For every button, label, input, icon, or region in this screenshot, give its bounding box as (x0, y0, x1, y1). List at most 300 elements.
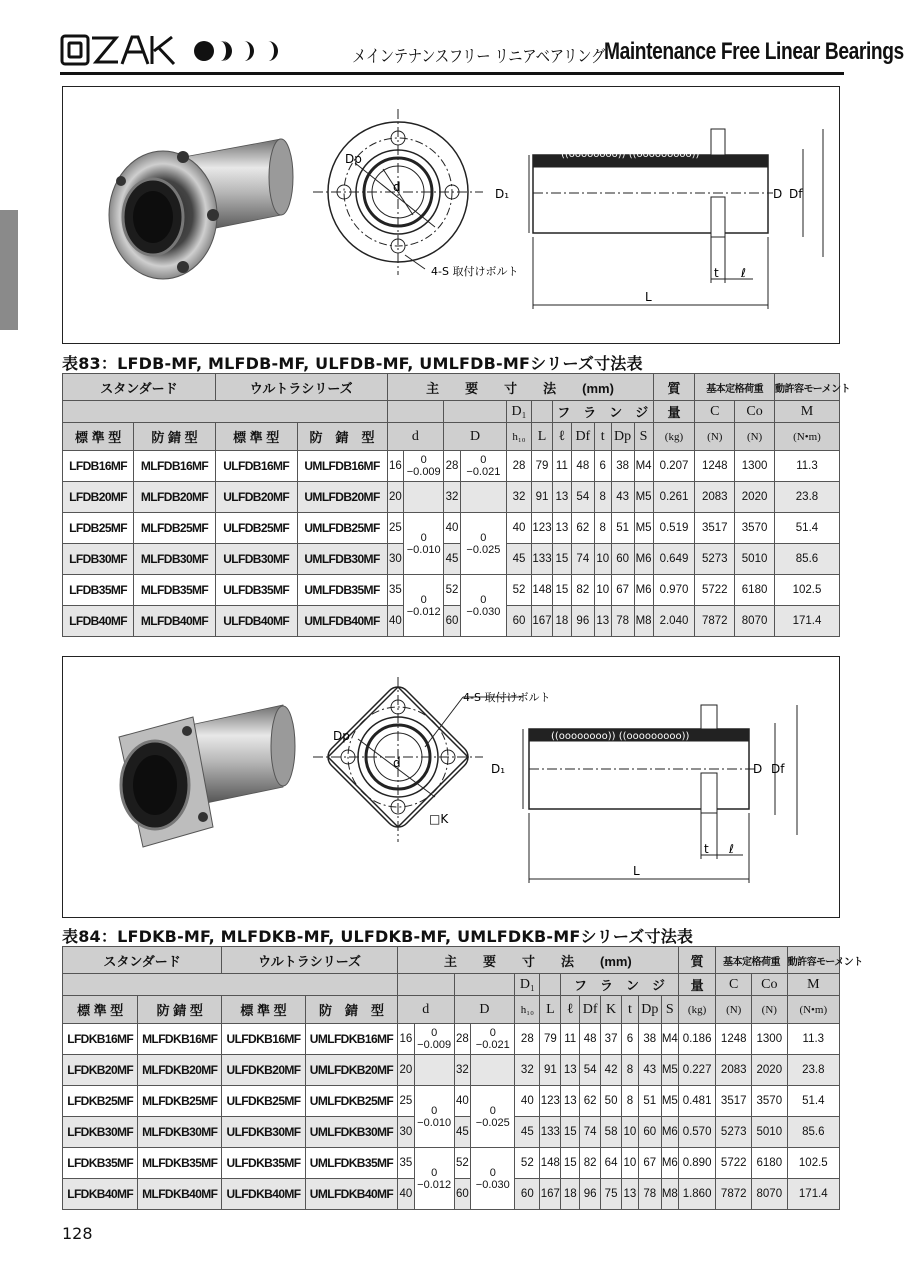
value-D: 28 (444, 451, 461, 482)
tol-D-part: 0 (480, 454, 487, 466)
d1-label-2: D₁ (491, 762, 506, 776)
std-type-header-2: 標 準 型 (215, 423, 297, 451)
value-M: 102.5 (774, 575, 839, 606)
model-rust: MLFDKB25MF (138, 1086, 222, 1117)
value-Co: 6180 (752, 1148, 788, 1179)
value-C: 3517 (695, 513, 735, 544)
model-std: LFDB20MF (63, 482, 134, 513)
value-l: 15 (552, 544, 571, 575)
table83-body (63, 451, 840, 637)
model-ultra-std: ULFDB16MF (215, 451, 297, 482)
tol-d-part: 0 (431, 1166, 438, 1179)
ball-rows: ((oooooooo)) ((ooooooooo)) (561, 149, 700, 160)
value-K: 50 (601, 1086, 622, 1117)
mass2-header-2: 量 (678, 974, 716, 996)
value-C: 7872 (716, 1179, 752, 1210)
value-C: 3517 (716, 1086, 752, 1117)
rust-type-header-b: 防 錆 型 (138, 996, 222, 1024)
value-Co: 3570 (752, 1086, 788, 1117)
tol-d-part: 0 (420, 454, 427, 466)
value-C: 1248 (716, 1024, 752, 1055)
bearing-photo-square (119, 705, 295, 847)
value-d: 16 (387, 451, 404, 482)
d-outer-label: D (773, 187, 783, 201)
value-Dp: 67 (611, 575, 634, 606)
value-Df: 96 (580, 1179, 601, 1210)
col-h10-2: h₁₀ (515, 996, 540, 1024)
tol-D-part: 0 (489, 1166, 496, 1179)
bolt-label-2: 4-S 取付けボルト (463, 691, 551, 704)
model-ultra-std: ULFDKB25MF (222, 1086, 306, 1117)
value-S: M5 (634, 513, 653, 544)
rated-load-header: 基本定格荷重 (695, 374, 775, 401)
col-D-2: D (454, 996, 515, 1024)
length-label: L (645, 290, 652, 304)
value-M: 51.4 (787, 1086, 839, 1117)
col-Nm: (N•m) (774, 423, 839, 451)
tol-D-part: 0 (480, 531, 487, 544)
col-Dp: Dp (611, 423, 634, 451)
col-L: L (532, 423, 553, 451)
model-ultra-std: ULFDKB16MF (222, 1024, 306, 1055)
t-label: t (714, 266, 719, 280)
col-N: (N) (695, 423, 735, 451)
tol-D (471, 1148, 515, 1210)
value-Df: 74 (580, 1117, 601, 1148)
model-rust: MLFDKB20MF (138, 1055, 222, 1086)
value-S: M5 (661, 1055, 678, 1086)
table84-head (63, 947, 863, 1024)
value-Co: 5010 (735, 544, 775, 575)
l-small-label: ℓ (741, 266, 746, 280)
table83-head (63, 374, 851, 451)
value-C: 2083 (695, 482, 735, 513)
value-D: 60 (454, 1179, 471, 1210)
model-ultra-rust: UMLFDB30MF (297, 544, 387, 575)
length-label-2: L (633, 864, 640, 878)
header-title-en: Maintenance Free Linear Bearings (604, 38, 904, 65)
value-mass: 0.227 (678, 1055, 716, 1086)
value-d: 35 (398, 1148, 415, 1179)
flange-header-2: フ ラ ン ジ (561, 974, 678, 996)
value-K: 58 (601, 1117, 622, 1148)
tol-D-part: 0 (480, 593, 487, 606)
value-L: 133 (540, 1117, 561, 1148)
value-L: 148 (532, 575, 553, 606)
model-ultra-rust: UMLFDB20MF (297, 482, 387, 513)
rated-load-header-2: 基本定格荷重 (716, 947, 787, 974)
tol-d-part: −0.009 (417, 1039, 452, 1051)
flange-header: フ ラ ン ジ (552, 401, 653, 423)
value-mass: 0.261 (653, 482, 695, 513)
col-d-2: d (398, 996, 455, 1024)
tol-d-part: −0.012 (406, 605, 441, 618)
col-K-2: K (601, 996, 622, 1024)
value-t: 8 (594, 482, 611, 513)
rust-type-header: 防 錆 型 (134, 423, 216, 451)
value-L: 79 (532, 451, 553, 482)
col-N2: (N) (735, 423, 775, 451)
value-l: 15 (561, 1148, 580, 1179)
value-Df: 48 (571, 451, 594, 482)
value-l: 13 (552, 482, 571, 513)
model-ultra-rust: UMLFDB25MF (297, 513, 387, 544)
value-Dp: 51 (638, 1086, 661, 1117)
value-t: 8 (622, 1055, 639, 1086)
d-label: d (393, 180, 401, 194)
value-l: 11 (552, 451, 571, 482)
value-Dp: 78 (638, 1179, 661, 1210)
model-std: LFDB30MF (63, 544, 134, 575)
value-D: 52 (454, 1148, 471, 1179)
side-index-tab (0, 210, 18, 330)
tol-d-part: −0.012 (417, 1178, 452, 1191)
col-L-2: L (540, 996, 561, 1024)
value-M: 171.4 (774, 606, 839, 637)
tol-d (414, 1086, 454, 1148)
value-M: 23.8 (787, 1055, 839, 1086)
value-mass: 1.860 (678, 1179, 716, 1210)
model-std: LFDB16MF (63, 451, 134, 482)
value-mass: 0.970 (653, 575, 695, 606)
col-S: S (634, 423, 653, 451)
value-l: 15 (561, 1117, 580, 1148)
square-flange-drawing (63, 657, 839, 917)
model-ultra-rust: UMLFDKB35MF (305, 1148, 397, 1179)
table-row (63, 451, 840, 482)
value-L: 148 (540, 1148, 561, 1179)
value-Dp: 60 (638, 1117, 661, 1148)
value-Dp: 51 (611, 513, 634, 544)
value-Dp: 60 (611, 544, 634, 575)
value-l: 13 (552, 513, 571, 544)
value-D: 45 (454, 1117, 471, 1148)
model-ultra-std: ULFDKB35MF (222, 1148, 306, 1179)
value-d: 35 (387, 575, 404, 606)
model-rust: MLFDKB40MF (138, 1179, 222, 1210)
k-label: □K (429, 812, 449, 826)
value-Df: 74 (571, 544, 594, 575)
value-D1: 32 (515, 1055, 540, 1086)
table-row (63, 575, 840, 606)
std-type-header: 標 準 型 (63, 423, 134, 451)
value-mass: 0.481 (678, 1086, 716, 1117)
tol-d (404, 513, 444, 575)
c-header: C (695, 401, 735, 423)
model-std: LFDB40MF (63, 606, 134, 637)
value-C: 5722 (716, 1148, 752, 1179)
value-S: M4 (661, 1024, 678, 1055)
tol-D-part: −0.030 (466, 605, 501, 618)
value-L: 123 (540, 1086, 561, 1117)
page-number: 128 (62, 1224, 93, 1243)
l-small-label-2: ℓ (729, 842, 734, 856)
model-ultra-std: ULFDB35MF (215, 575, 297, 606)
tol-D (471, 1086, 515, 1148)
value-L: 91 (532, 482, 553, 513)
ozak-logo (60, 34, 184, 66)
model-ultra-rust: UMLFDB16MF (297, 451, 387, 482)
model-ultra-std: ULFDB40MF (215, 606, 297, 637)
value-t: 8 (622, 1086, 639, 1117)
value-t: 6 (594, 451, 611, 482)
df-label-2: Df (771, 762, 785, 776)
bearing-photo (109, 139, 293, 279)
value-M: 11.3 (787, 1024, 839, 1055)
value-L: 167 (540, 1179, 561, 1210)
col-N2-2: (N) (752, 996, 788, 1024)
value-L: 79 (540, 1024, 561, 1055)
tol-D-empty (460, 482, 506, 513)
value-Df: 54 (571, 482, 594, 513)
model-std: LFDKB40MF (63, 1179, 138, 1210)
value-d: 25 (398, 1086, 415, 1117)
model-rust: MLFDKB16MF (138, 1024, 222, 1055)
value-M: 85.6 (787, 1117, 839, 1148)
tol-d-part: −0.009 (406, 466, 441, 478)
value-D: 40 (444, 513, 461, 544)
table-row (63, 1148, 840, 1179)
value-D1: 40 (515, 1086, 540, 1117)
value-L: 167 (532, 606, 553, 637)
std-type-header-b2: 標 準 型 (222, 996, 306, 1024)
c-header-2: C (716, 974, 752, 996)
table-row (63, 606, 840, 637)
std-type-header-b: 標 準 型 (63, 996, 138, 1024)
value-D1: 32 (506, 482, 531, 513)
model-std: LFDB35MF (63, 575, 134, 606)
value-l: 13 (561, 1055, 580, 1086)
value-M: 11.3 (774, 451, 839, 482)
value-S: M6 (661, 1148, 678, 1179)
value-D1: 60 (515, 1179, 540, 1210)
value-d: 30 (398, 1117, 415, 1148)
value-M: 85.6 (774, 544, 839, 575)
model-ultra-rust: UMLFDKB30MF (305, 1117, 397, 1148)
model-rust: MLFDB20MF (134, 482, 216, 513)
value-d: 16 (398, 1024, 415, 1055)
model-rust: MLFDB40MF (134, 606, 216, 637)
main-dims-header: 主 要 寸 法 (mm) (387, 374, 653, 401)
value-Dp: 78 (611, 606, 634, 637)
value-Co: 1300 (752, 1024, 788, 1055)
value-l: 15 (552, 575, 571, 606)
tol-d-part: −0.010 (417, 1116, 452, 1129)
m-header-2: M (787, 974, 839, 996)
standard-header: スタンダード (63, 374, 216, 401)
tol-D-empty (471, 1055, 515, 1086)
value-Df: 82 (571, 575, 594, 606)
model-ultra-rust: UMLFDKB25MF (305, 1086, 397, 1117)
col-D: D (444, 423, 507, 451)
d-outer-label-2: D (753, 762, 763, 776)
table-row (63, 513, 840, 544)
value-L: 91 (540, 1055, 561, 1086)
value-l: 13 (561, 1086, 580, 1117)
value-Df: 48 (580, 1024, 601, 1055)
tol-D (460, 575, 506, 637)
figure-round-flange (62, 86, 840, 344)
col-Nm-2: (N•m) (787, 996, 839, 1024)
value-D: 32 (454, 1055, 471, 1086)
value-Co: 2020 (735, 482, 775, 513)
value-mass: 2.040 (653, 606, 695, 637)
model-rust: MLFDKB30MF (138, 1117, 222, 1148)
d1-header: D₁ (506, 401, 531, 423)
value-Df: 62 (580, 1086, 601, 1117)
col-kg-2: (kg) (678, 996, 716, 1024)
value-S: M8 (661, 1179, 678, 1210)
moment-header: 動許容モーメント (774, 374, 839, 401)
value-D1: 45 (506, 544, 531, 575)
value-t: 6 (622, 1024, 639, 1055)
value-D1: 40 (506, 513, 531, 544)
value-d: 40 (387, 606, 404, 637)
value-C: 5722 (695, 575, 735, 606)
model-ultra-rust: UMLFDB40MF (297, 606, 387, 637)
dp-label-2: Dp (333, 729, 350, 743)
col-Df: Df (571, 423, 594, 451)
value-M: 51.4 (774, 513, 839, 544)
value-Co: 5010 (752, 1117, 788, 1148)
col-Df-2: Df (580, 996, 601, 1024)
d-label-2: d (393, 756, 401, 770)
tol-d (414, 1024, 454, 1055)
table-row (63, 482, 840, 513)
tol-D (471, 1024, 515, 1055)
tol-d-part: 0 (431, 1104, 438, 1117)
value-d: 40 (398, 1179, 415, 1210)
value-Co: 2020 (752, 1055, 788, 1086)
value-D1: 28 (515, 1024, 540, 1055)
value-mass: 0.186 (678, 1024, 716, 1055)
value-D1: 52 (506, 575, 531, 606)
model-std: LFDKB20MF (63, 1055, 138, 1086)
value-Df: 62 (571, 513, 594, 544)
ball-rows-2: ((oooooooo)) ((ooooooooo)) (551, 731, 690, 742)
tol-d-part: 0 (420, 531, 427, 544)
dp-label: Dp (345, 152, 362, 166)
value-D: 45 (444, 544, 461, 575)
t-label-2: t (704, 842, 709, 856)
value-d: 20 (387, 482, 404, 513)
model-std: LFDKB30MF (63, 1117, 138, 1148)
main-dims-header-2: 主 要 寸 法 (mm) (398, 947, 679, 974)
value-K: 75 (601, 1179, 622, 1210)
col-l: ℓ (552, 423, 571, 451)
value-Df: 54 (580, 1055, 601, 1086)
model-ultra-std: ULFDKB20MF (222, 1055, 306, 1086)
value-t: 13 (594, 606, 611, 637)
tol-d-part: 0 (431, 1027, 438, 1039)
ultra-header-2: ウルトラシリーズ (222, 947, 398, 974)
table83-caption: 表83：LFDB-MF, MLFDB-MF, ULFDB-MF, UMLFDB-MFシリーズ寸法表 (62, 354, 643, 373)
value-D: 40 (454, 1086, 471, 1117)
mass2-header: 量 (653, 401, 695, 423)
model-ultra-std: ULFDKB30MF (222, 1117, 306, 1148)
value-D1: 52 (515, 1148, 540, 1179)
value-S: M6 (661, 1117, 678, 1148)
value-C: 1248 (695, 451, 735, 482)
table83 (62, 373, 851, 637)
value-mass: 0.649 (653, 544, 695, 575)
value-Dp: 43 (638, 1055, 661, 1086)
bolt-label: 4-S 取付けボルト (431, 265, 519, 278)
value-C: 5273 (716, 1117, 752, 1148)
value-L: 133 (532, 544, 553, 575)
value-t: 10 (594, 544, 611, 575)
rust-type-header-b2: 防 錆 型 (305, 996, 397, 1024)
tol-d-empty (414, 1055, 454, 1086)
col-h10: h₁₀ (506, 423, 531, 451)
value-M: 171.4 (787, 1179, 839, 1210)
model-rust: MLFDB25MF (134, 513, 216, 544)
model-ultra-rust: UMLFDKB16MF (305, 1024, 397, 1055)
model-ultra-rust: UMLFDKB40MF (305, 1179, 397, 1210)
value-d: 25 (387, 513, 404, 544)
tol-d (404, 575, 444, 637)
value-Co: 3570 (735, 513, 775, 544)
value-t: 8 (594, 513, 611, 544)
mass-header-2: 質 (678, 947, 716, 974)
df-label: Df (789, 187, 803, 201)
value-Df: 96 (571, 606, 594, 637)
round-flange-drawing (63, 87, 839, 343)
value-l: 11 (561, 1024, 580, 1055)
tol-d-part: −0.010 (406, 543, 441, 556)
model-rust: MLFDKB35MF (138, 1148, 222, 1179)
figure-square-flange (62, 656, 840, 918)
value-Df: 82 (580, 1148, 601, 1179)
m-header: M (774, 401, 839, 423)
model-ultra-std: ULFDKB40MF (222, 1179, 306, 1210)
value-Co: 6180 (735, 575, 775, 606)
tol-D-part: −0.025 (466, 543, 501, 556)
value-D: 60 (444, 606, 461, 637)
table-row (63, 1024, 840, 1055)
col-t-2: t (622, 996, 639, 1024)
co-header-2: Co (752, 974, 788, 996)
value-S: M8 (634, 606, 653, 637)
co-header: Co (735, 401, 775, 423)
value-S: M5 (661, 1086, 678, 1117)
tol-d (414, 1148, 454, 1210)
table-row (63, 1086, 840, 1117)
model-std: LFDKB35MF (63, 1148, 138, 1179)
value-t: 10 (622, 1148, 639, 1179)
tol-D-part: −0.025 (475, 1116, 510, 1129)
model-rust: MLFDB16MF (134, 451, 216, 482)
tol-d (404, 451, 444, 482)
value-Co: 1300 (735, 451, 775, 482)
model-ultra-rust: UMLFDKB20MF (305, 1055, 397, 1086)
ultra-header: ウルトラシリーズ (215, 374, 387, 401)
col-d: d (387, 423, 444, 451)
value-C: 7872 (695, 606, 735, 637)
model-std: LFDKB25MF (63, 1086, 138, 1117)
value-S: M6 (634, 575, 653, 606)
header-rule (60, 72, 844, 75)
value-M: 23.8 (774, 482, 839, 513)
value-M: 102.5 (787, 1148, 839, 1179)
col-t: t (594, 423, 611, 451)
value-L: 123 (532, 513, 553, 544)
tol-D (460, 513, 506, 575)
model-rust: MLFDB30MF (134, 544, 216, 575)
tol-D-part: −0.030 (475, 1178, 510, 1191)
table84-body (63, 1024, 840, 1210)
model-ultra-rust: UMLFDB35MF (297, 575, 387, 606)
